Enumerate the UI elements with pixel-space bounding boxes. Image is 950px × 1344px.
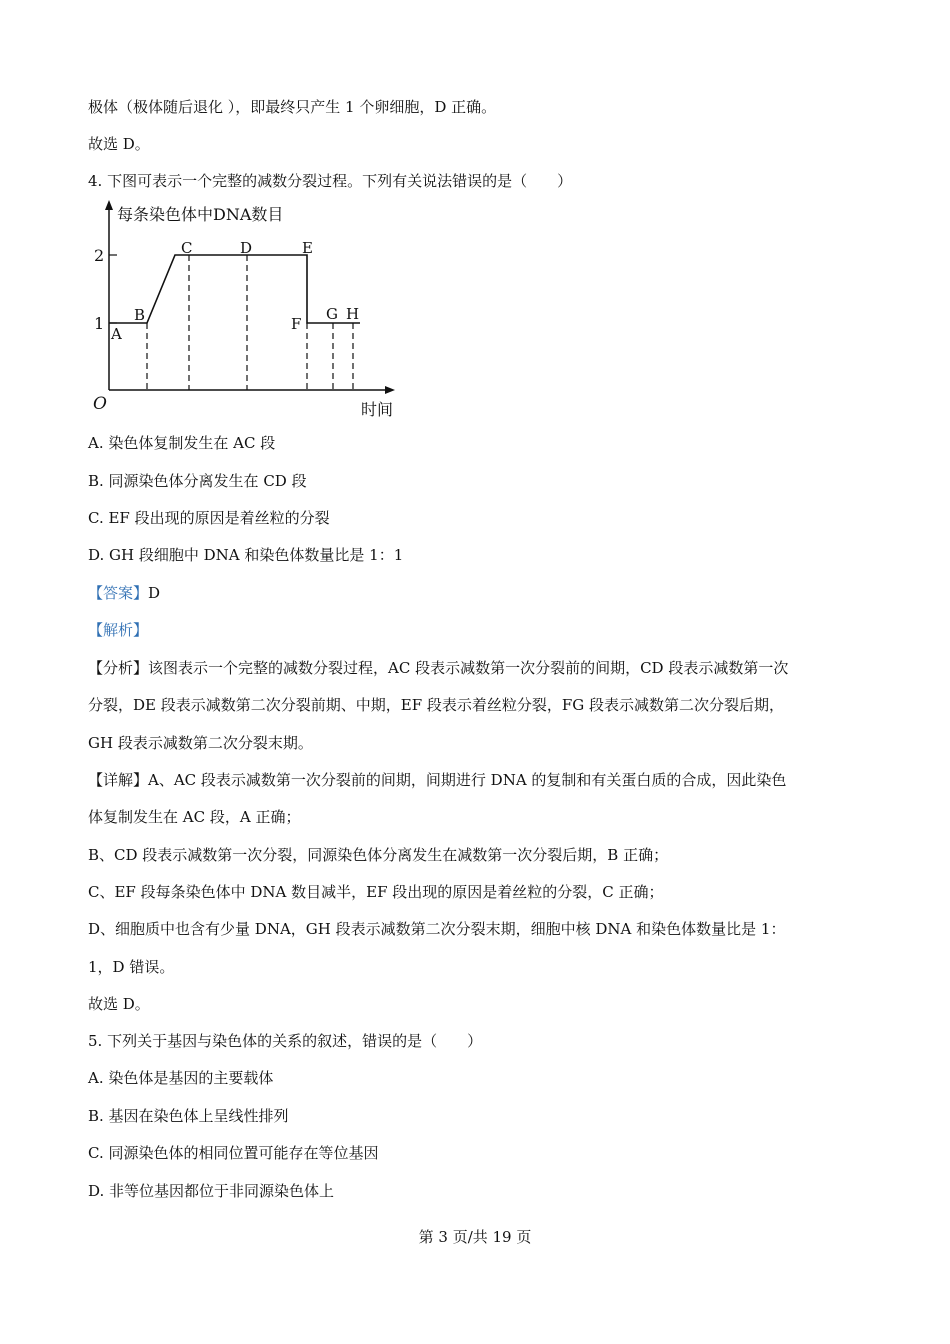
option-c: C. EF 段出现的原因是着丝粒的分裂: [88, 509, 330, 527]
question-5-stem: 5. 下列关于基因与染色体的关系的叙述，错误的是（ ）: [88, 1032, 483, 1050]
point-label-b: B: [134, 306, 146, 324]
point-label-f: F: [291, 315, 302, 333]
point-label-d: D: [240, 239, 253, 257]
text-line: B、CD 段表示减数第一次分裂，同源染色体分离发生在减数第一次分裂后期，B 正确；: [88, 846, 669, 864]
x-axis-arrow: [385, 386, 395, 394]
text-line: 1，D 错误。: [88, 958, 175, 976]
text-line: 体复制发生在 AC 段，A 正确；: [88, 808, 301, 826]
option-a: A. 染色体复制发生在 AC 段: [88, 434, 276, 452]
option-a: A. 染色体是基因的主要载体: [88, 1069, 274, 1087]
text-line: GH 段表示减数第二次分裂末期。: [88, 734, 313, 752]
text-line: 【详解】A、AC 段表示减数第一次分裂前的间期，间期进行 DNA 的复制和有关蛋白质的合成，因此染色: [88, 771, 787, 789]
dna-per-chromosome-graph: [85, 196, 405, 422]
page-footer: 第 3 页/共 19 页: [418, 1228, 532, 1246]
option-c: C. 同源染色体的相同位置可能存在等位基因: [88, 1144, 379, 1162]
text-line: 分裂，DE 段表示减数第二次分裂前期、中期，EF 段表示着丝粒分裂，FG 段表示减数第二次分裂后期，: [88, 696, 785, 714]
text-line: 【分析】该图表示一个完整的减数分裂过程，AC 段表示减数第一次分裂前的间期，CD 段表示减数第一次: [88, 659, 789, 677]
option-b: B. 同源染色体分离发生在 CD 段: [88, 472, 307, 490]
answer-line: [88, 583, 160, 603]
text-line: 故选 D。: [88, 135, 150, 153]
point-label-h: H: [346, 305, 360, 323]
point-label-e: E: [302, 239, 313, 257]
question-4-stem: 4. 下图可表示一个完整的减数分裂过程。下列有关说法错误的是（ ）: [88, 172, 573, 190]
origin-label: O: [93, 394, 107, 414]
point-label-c: C: [181, 239, 193, 257]
answer-value: D: [148, 584, 161, 602]
text-line: D、细胞质中也含有少量 DNA，GH 段表示减数第二次分裂末期，细胞中核 DNA 和染色体数量比是 1：: [88, 920, 786, 938]
text-line: 故选 D。: [88, 995, 150, 1013]
point-label-a: A: [111, 325, 122, 343]
y-axis-label: 每条染色体中DNA数目: [117, 205, 284, 224]
option-d: D. 非等位基因都位于非同源染色体上: [88, 1182, 335, 1200]
y-tick-label-2: 2: [94, 246, 105, 265]
answer-label: 【答案】: [88, 584, 149, 602]
text-line: C、EF 段每条染色体中 DNA 数目减半，EF 段出现的原因是着丝粒的分裂，C 正确；: [88, 883, 664, 901]
point-label-g: G: [326, 305, 338, 323]
dna-curve: [109, 255, 360, 323]
option-d: D. GH 段细胞中 DNA 和染色体数量比是 1：1: [88, 546, 404, 564]
y-axis-arrow: [105, 200, 113, 210]
text-line: 极体（极体随后退化 ），即最终只产生 1 个卵细胞，D 正确。: [88, 98, 497, 116]
y-tick-label-1: 1: [94, 314, 105, 333]
analysis-label: 【解析】: [88, 621, 149, 639]
x-axis-label: 时间: [361, 400, 394, 419]
option-b: B. 基因在染色体上呈线性排列: [88, 1107, 289, 1125]
